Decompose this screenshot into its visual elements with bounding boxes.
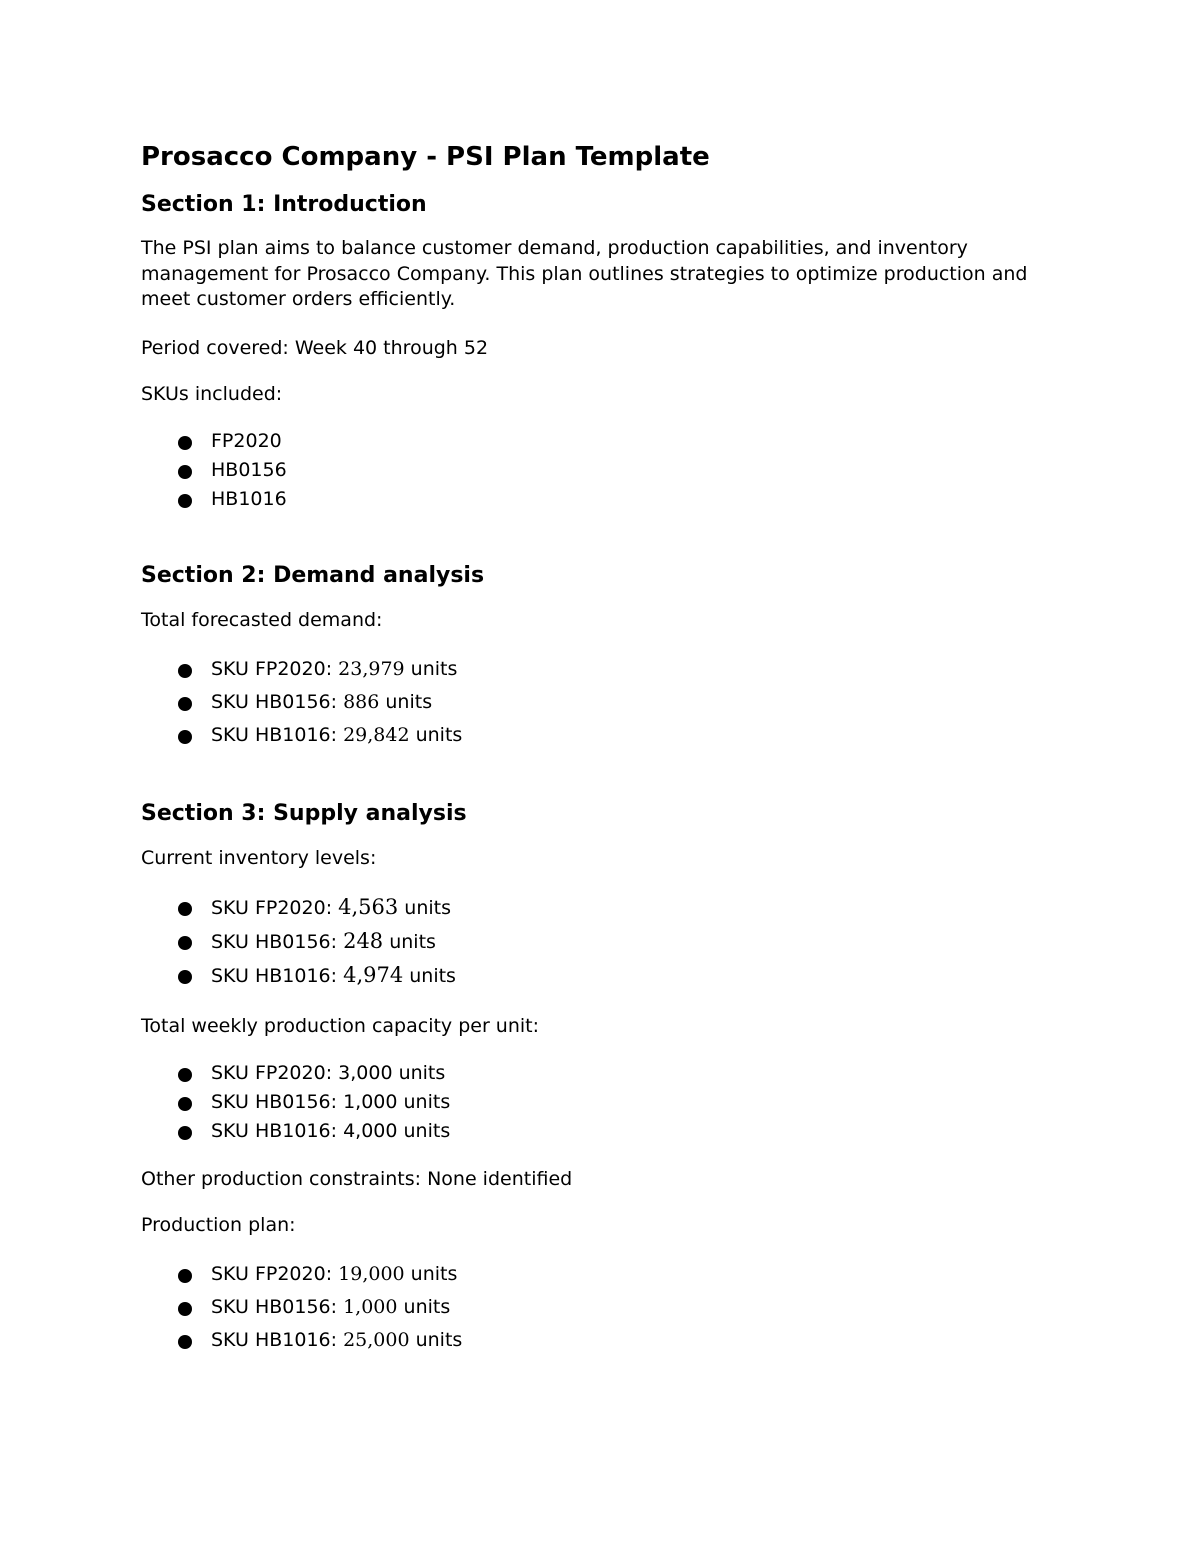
skus-label: SKUs included: bbox=[141, 382, 283, 405]
plan-label: Production plan: bbox=[141, 1213, 296, 1236]
bullet-icon bbox=[178, 1126, 192, 1140]
inventory-list bbox=[141, 891, 1041, 993]
list-item bbox=[0, 1088, 1041, 1117]
unit-suffix: units bbox=[404, 1262, 458, 1285]
unit-suffix: units bbox=[383, 930, 436, 953]
list-item bbox=[0, 1117, 1041, 1146]
unit-suffix: units bbox=[409, 723, 463, 746]
plan-list bbox=[141, 1258, 1041, 1357]
demand-list bbox=[141, 653, 1041, 752]
bullet-icon bbox=[178, 436, 192, 450]
capacity-label: Total weekly production capacity per unit: bbox=[141, 1014, 540, 1037]
sku-prefix: SKU HB1016: bbox=[211, 1328, 344, 1351]
bullet-icon bbox=[178, 970, 192, 984]
capacity-item: SKU HB0156: 1,000 units bbox=[211, 1090, 451, 1113]
list-item bbox=[0, 427, 1041, 456]
period-covered: Period covered: Week 40 through 52 bbox=[141, 336, 489, 359]
section-3-heading: Section 3: Supply analysis bbox=[141, 800, 467, 826]
bullet-icon bbox=[178, 1269, 192, 1283]
sku-prefix: SKU HB1016: bbox=[211, 964, 344, 987]
list-item bbox=[0, 1324, 1041, 1357]
spacer bbox=[141, 514, 1041, 561]
list-item bbox=[0, 456, 1041, 485]
sku-prefix: SKU HB1016: bbox=[211, 723, 344, 746]
unit-suffix: units bbox=[409, 1328, 463, 1351]
bullet-icon bbox=[178, 1097, 192, 1111]
list-item bbox=[0, 891, 1041, 925]
bullet-icon bbox=[178, 1068, 192, 1082]
list-item bbox=[0, 485, 1041, 514]
unit-suffix: units bbox=[398, 896, 452, 919]
plan-value: 25,000 bbox=[343, 1328, 410, 1351]
section-2-heading: Section 2: Demand analysis bbox=[141, 562, 485, 588]
demand-value: 23,979 bbox=[338, 657, 405, 680]
bullet-icon bbox=[178, 664, 192, 678]
spacer bbox=[141, 752, 1041, 799]
document-title: Prosacco Company - PSI Plan Template bbox=[141, 142, 710, 172]
sku-name: FP2020 bbox=[211, 429, 282, 452]
inventory-label: Current inventory levels: bbox=[141, 846, 377, 869]
demand-value: 29,842 bbox=[343, 723, 410, 746]
unit-suffix: units bbox=[404, 657, 458, 680]
plan-value: 1,000 bbox=[343, 1295, 398, 1318]
list-item bbox=[0, 1258, 1041, 1291]
document-page bbox=[141, 138, 1041, 1357]
inventory-value: 4,563 bbox=[338, 894, 399, 919]
spacer bbox=[141, 993, 1041, 1013]
sku-name: HB1016 bbox=[211, 487, 287, 510]
bullet-icon bbox=[178, 494, 192, 508]
unit-suffix: units bbox=[397, 1295, 451, 1318]
sku-prefix: SKU HB0156: bbox=[211, 1295, 344, 1318]
unit-suffix: units bbox=[403, 964, 456, 987]
bullet-icon bbox=[178, 936, 192, 950]
bullet-icon bbox=[178, 697, 192, 711]
list-item bbox=[0, 686, 1041, 719]
capacity-item: SKU FP2020: 3,000 units bbox=[211, 1061, 446, 1084]
bullet-icon bbox=[178, 1302, 192, 1316]
sku-prefix: SKU FP2020: bbox=[211, 1262, 339, 1285]
plan-value: 19,000 bbox=[338, 1262, 405, 1285]
sku-prefix: SKU FP2020: bbox=[211, 896, 339, 919]
section-1-heading: Section 1: Introduction bbox=[141, 192, 427, 217]
inventory-value: 4,974 bbox=[343, 962, 404, 987]
list-item bbox=[0, 1291, 1041, 1324]
demand-value: 886 bbox=[343, 690, 380, 713]
sku-prefix: SKU HB0156: bbox=[211, 930, 344, 953]
list-item bbox=[0, 719, 1041, 752]
list-item bbox=[0, 925, 1041, 959]
inventory-value: 248 bbox=[343, 928, 384, 953]
bullet-icon bbox=[178, 730, 192, 744]
list-item bbox=[0, 653, 1041, 686]
unit-suffix: units bbox=[379, 690, 433, 713]
demand-label: Total forecasted demand: bbox=[141, 608, 383, 631]
constraints-text: Other production constraints: None identified bbox=[141, 1167, 573, 1190]
spacer bbox=[141, 1146, 1041, 1166]
list-item bbox=[0, 1059, 1041, 1088]
intro-paragraph: The PSI plan aims to balance customer demand, production capabilities, and inventory management for Prosacco Company. This plan outlines strategies to optimize production and meet customer orders efficiently. bbox=[141, 237, 1028, 310]
capacity-item: SKU HB1016: 4,000 units bbox=[211, 1119, 451, 1142]
skus-list bbox=[141, 427, 1041, 514]
bullet-icon bbox=[178, 1335, 192, 1349]
bullet-icon bbox=[178, 465, 192, 479]
bullet-icon bbox=[178, 902, 192, 916]
sku-prefix: SKU HB0156: bbox=[211, 690, 344, 713]
capacity-list bbox=[141, 1059, 1041, 1146]
sku-name: HB0156 bbox=[211, 458, 287, 481]
sku-prefix: SKU FP2020: bbox=[211, 657, 339, 680]
list-item bbox=[0, 959, 1041, 993]
